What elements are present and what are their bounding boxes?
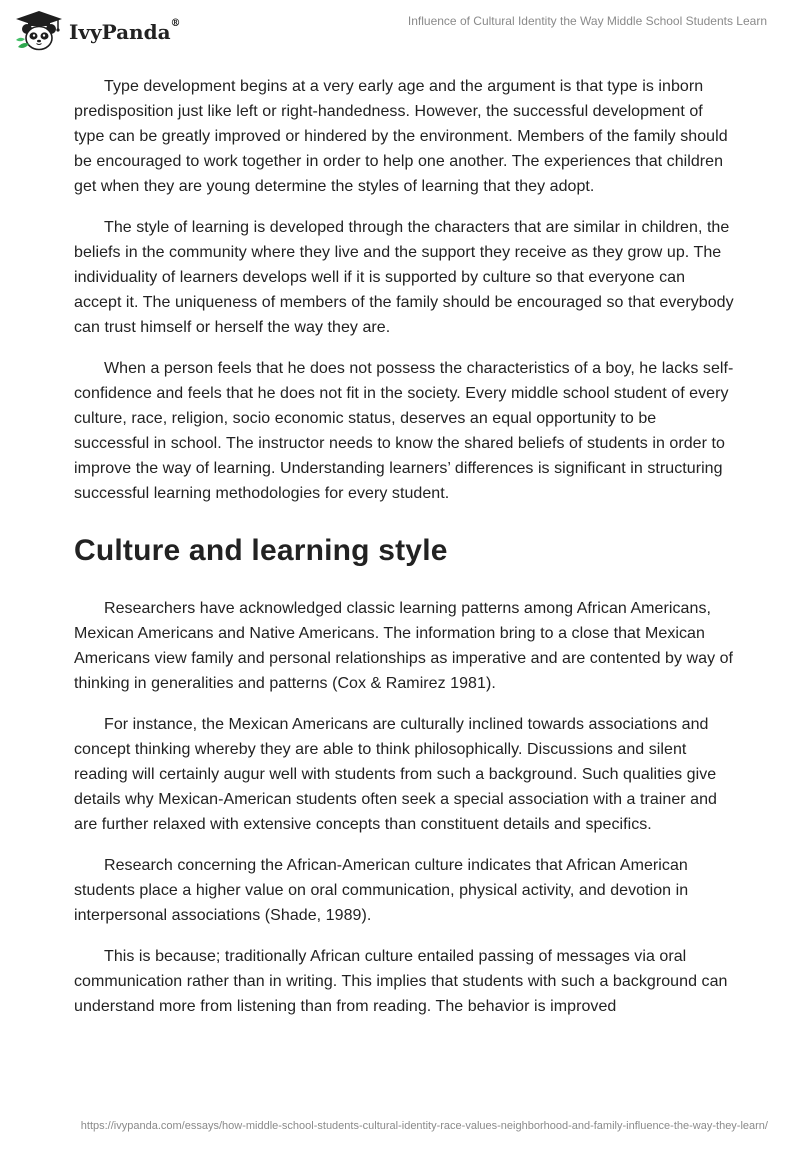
ivypanda-logo[interactable] xyxy=(14,10,181,52)
paragraph: This is because; traditionally African culture entailed passing of messages via oral communication rather than in writing. This implies that students with such a background can understand more from listening than from reading. The behavior is improved xyxy=(74,948,728,1015)
paragraph: For instance, the Mexican Americans are culturally inclined towards associations and concept thinking whereby they are able to think philosophically. Discussions and silent reading will certainly augur well with students from such a background. Such qualities give details why Mexican-American students often seek a special association with a trainer and are further relaxed with extensive concepts than constituent details and specifics. xyxy=(74,716,717,833)
brand-name: IvyPanda® xyxy=(69,18,181,44)
page-header xyxy=(0,0,800,60)
paragraph: When a person feels that he does not possess the characteristics of a boy, he lacks self-confidence and feels that he does not fit in the society. Every middle school student of every culture, race, religion, socio economic status, deserves an equal opportunity to be successful in school. The instructor needs to know the shared beliefs of students in order to improve the way of learning. Understanding learners’ differences is significant in structuring successful learning methodologies for every student. xyxy=(74,360,734,502)
paragraph: Type development begins at a very early age and the argument is that type is inborn predisposition just like left or right-handedness. However, the successful development of type can be greatly improved or hindered by the environment. Members of the family should be encouraged to work together in order to help one another. The experiences that children get when they are young determine the styles of learning that they adopt. xyxy=(74,78,728,195)
paragraph: The style of learning is developed through the characters that are similar in children, the beliefs in the community where they live and the support they receive as they grow up. The individuality of learners develops well if it is supported by culture so that everyone can accept it. The uniqueness of members of the family should be encouraged so that everybody can trust himself or herself the way they are. xyxy=(74,219,734,336)
source-url[interactable]: https://ivypanda.com/essays/how-middle-school-students-cultural-identity-race-values-neighborhood-and-family-influence-the-way-they-learn/ xyxy=(80,1120,768,1132)
paragraph: Research concerning the African-American culture indicates that African American students place a higher value on oral communication, physical activity, and devotion in interpersonal associations (Shade, 1989). xyxy=(74,857,689,924)
section-heading: Culture and learning style xyxy=(74,534,448,567)
essay-body xyxy=(74,74,734,1035)
graduation-panda-icon xyxy=(14,10,64,52)
paragraph: Researchers have acknowledged classic learning patterns among African Americans, Mexican Americans and Native Americans. The information bring to a close that Mexican Americans view family and personal relationships as imperative and are contented by way of thinking in generalities and patterns (Cox & Ramirez 1981). xyxy=(74,600,734,692)
document-title: Influence of Cultural Identity the Way Middle School Students Learn xyxy=(407,14,767,28)
